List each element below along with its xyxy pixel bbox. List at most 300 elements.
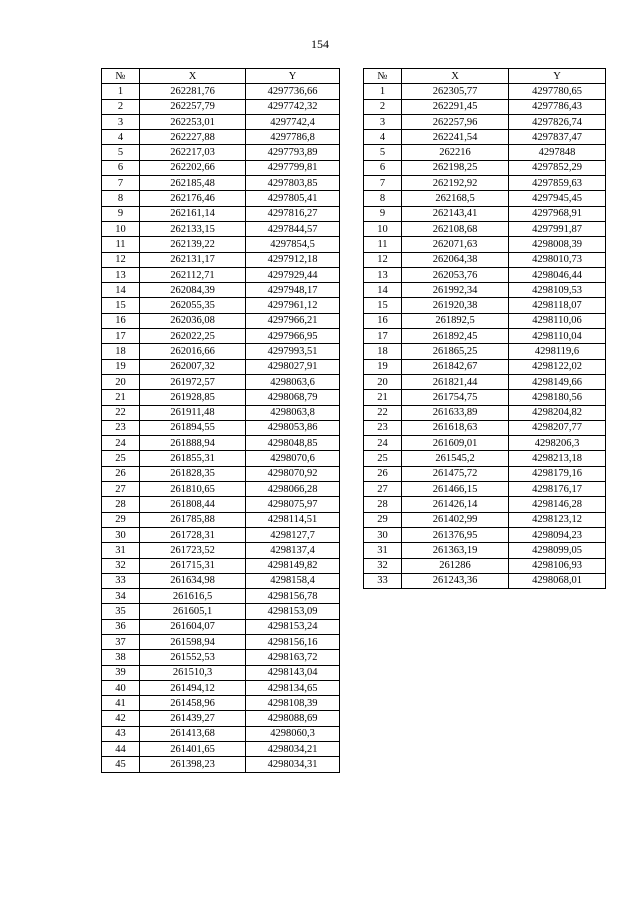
cell-x: 261402,99 [402,512,509,527]
cell-y: 4298156,78 [246,589,340,604]
table-header-row [102,69,340,84]
cell-x: 261911,48 [140,405,246,420]
cell-y: 4297780,65 [509,84,606,99]
coordinates-table-left [101,68,340,773]
cell-number: 22 [102,405,140,420]
cell-x: 261633,89 [402,405,509,420]
cell-x: 261892,5 [402,313,509,328]
cell-x: 262202,66 [140,160,246,175]
cell-y: 4298156,16 [246,634,340,649]
cell-y: 4298034,31 [246,757,340,772]
table-row [102,329,340,344]
cell-number: 20 [102,374,140,389]
cell-y: 4298110,06 [509,313,606,328]
cell-number: 42 [102,711,140,726]
cell-number: 33 [102,573,140,588]
cell-number: 7 [102,176,140,191]
cell-x: 261286 [402,558,509,573]
cell-x: 262241,54 [402,130,509,145]
cell-y: 4298146,28 [509,497,606,512]
cell-x: 261828,35 [140,466,246,481]
cell-y: 4298114,51 [246,512,340,527]
cell-number: 10 [102,221,140,236]
cell-x: 261842,67 [402,359,509,374]
cell-x: 261609,01 [402,436,509,451]
cell-number: 4 [364,130,402,145]
cell-number: 30 [102,527,140,542]
table-row [102,619,340,634]
table-row [102,313,340,328]
table-row [102,252,340,267]
cell-number: 36 [102,619,140,634]
cell-y: 4298158,4 [246,573,340,588]
cell-number: 22 [364,405,402,420]
cell-y: 4298179,16 [509,466,606,481]
table-header-row [364,69,606,84]
cell-y: 4297912,18 [246,252,340,267]
header-x: X [140,69,246,84]
table-row [102,237,340,252]
table-row [364,237,606,252]
cell-number: 1 [364,84,402,99]
cell-x: 261810,65 [140,482,246,497]
table-row [364,405,606,420]
cell-y: 4297826,74 [509,114,606,129]
cell-number: 13 [102,267,140,282]
cell-number: 2 [364,99,402,114]
cell-x: 261821,44 [402,374,509,389]
cell-x: 262291,45 [402,99,509,114]
cell-y: 4298099,05 [509,543,606,558]
cell-y: 4298153,24 [246,619,340,634]
cell-y: 4297786,8 [246,130,340,145]
cell-y: 4298094,23 [509,527,606,542]
cell-y: 4298119,6 [509,344,606,359]
table-row [364,267,606,282]
cell-y: 4298075,97 [246,497,340,512]
table-row [102,374,340,389]
cell-number: 2 [102,99,140,114]
cell-y: 4298204,82 [509,405,606,420]
cell-y: 4298010,73 [509,252,606,267]
cell-x: 261439,27 [140,711,246,726]
table-row [364,543,606,558]
page-number: 154 [311,37,329,51]
table-row [102,757,340,772]
cell-number: 18 [364,344,402,359]
table-row [364,313,606,328]
cell-x: 261892,45 [402,329,509,344]
cell-x: 261855,31 [140,451,246,466]
table-body-left [102,84,340,772]
cell-x: 262112,71 [140,267,246,282]
cell-y: 4298213,18 [509,451,606,466]
table-row [364,390,606,405]
cell-number: 20 [364,374,402,389]
cell-y: 4298060,3 [246,726,340,741]
header-number: № [102,69,140,84]
table-row [364,512,606,527]
cell-x: 261972,57 [140,374,246,389]
cell-number: 19 [102,359,140,374]
cell-x: 261510,3 [140,665,246,680]
table-row [102,558,340,573]
cell-x: 262161,14 [140,206,246,221]
coordinates-table-right [363,68,606,589]
cell-y: 4298046,44 [509,267,606,282]
cell-y: 4298153,09 [246,604,340,619]
cell-x: 262305,77 [402,84,509,99]
table-row [102,451,340,466]
cell-number: 17 [364,329,402,344]
cell-x: 261894,55 [140,420,246,435]
cell-number: 16 [364,313,402,328]
table-row [102,145,340,160]
cell-y: 4298206,3 [509,436,606,451]
cell-x: 261928,85 [140,390,246,405]
table-row [102,99,340,114]
cell-x: 261754,75 [402,390,509,405]
cell-y: 4297966,21 [246,313,340,328]
cell-x: 262084,39 [140,283,246,298]
cell-y: 4297859,63 [509,176,606,191]
cell-x: 261605,1 [140,604,246,619]
cell-y: 4298088,69 [246,711,340,726]
cell-number: 29 [364,512,402,527]
cell-y: 4297803,85 [246,176,340,191]
cell-number: 17 [102,329,140,344]
table-row [364,283,606,298]
cell-number: 8 [364,191,402,206]
cell-number: 41 [102,696,140,711]
table-row [102,344,340,359]
cell-x: 261604,07 [140,619,246,634]
cell-x: 261888,94 [140,436,246,451]
table-row [102,206,340,221]
cell-number: 44 [102,742,140,757]
table-row [102,176,340,191]
cell-number: 45 [102,757,140,772]
cell-y: 4298068,79 [246,390,340,405]
cell-number: 26 [364,466,402,481]
cell-number: 12 [102,252,140,267]
cell-x: 262139,22 [140,237,246,252]
cell-x: 261376,95 [402,527,509,542]
cell-number: 38 [102,650,140,665]
cell-x: 262143,41 [402,206,509,221]
cell-number: 5 [364,145,402,160]
header-number: № [364,69,402,84]
table-row [102,267,340,282]
table-row [364,573,606,588]
cell-x: 261494,12 [140,680,246,695]
cell-x: 262198,25 [402,160,509,175]
cell-x: 261992,34 [402,283,509,298]
cell-y: 4297852,29 [509,160,606,175]
table-row [102,283,340,298]
cell-y: 4297793,89 [246,145,340,160]
table-row [364,436,606,451]
table-row [102,405,340,420]
cell-y: 4298034,21 [246,742,340,757]
cell-number: 16 [102,313,140,328]
cell-y: 4297948,17 [246,283,340,298]
table-row [102,726,340,741]
cell-x: 262253,01 [140,114,246,129]
cell-x: 262257,79 [140,99,246,114]
cell-number: 6 [102,160,140,175]
cell-number: 18 [102,344,140,359]
cell-number: 3 [102,114,140,129]
table-row [364,558,606,573]
cell-y: 4297736,66 [246,84,340,99]
cell-y: 4297837,47 [509,130,606,145]
table-row [102,512,340,527]
cell-x: 262281,76 [140,84,246,99]
cell-y: 4297991,87 [509,221,606,236]
cell-x: 261545,2 [402,451,509,466]
table-row [102,527,340,542]
table-row [102,742,340,757]
table-row [102,436,340,451]
cell-x: 262053,76 [402,267,509,282]
cell-y: 4297816,27 [246,206,340,221]
cell-number: 27 [364,482,402,497]
cell-number: 43 [102,726,140,741]
cell-number: 30 [364,527,402,542]
table-row [364,221,606,236]
table-row [102,573,340,588]
cell-y: 4298110,04 [509,329,606,344]
cell-number: 39 [102,665,140,680]
cell-y: 4298063,6 [246,374,340,389]
table-row [364,329,606,344]
cell-y: 4298008,39 [509,237,606,252]
cell-y: 4297854,5 [246,237,340,252]
cell-y: 4297742,32 [246,99,340,114]
cell-x: 262133,15 [140,221,246,236]
cell-y: 4298122,02 [509,359,606,374]
table-row [102,466,340,481]
cell-x: 261466,15 [402,482,509,497]
cell-number: 35 [102,604,140,619]
table-row [364,482,606,497]
cell-y: 4297805,41 [246,191,340,206]
table-body-right [364,84,606,589]
cell-y: 4298108,39 [246,696,340,711]
table-row [102,191,340,206]
cell-number: 19 [364,359,402,374]
cell-y: 4298068,01 [509,573,606,588]
table-row [102,650,340,665]
cell-x: 262055,35 [140,298,246,313]
cell-y: 4298149,82 [246,558,340,573]
table-row [364,145,606,160]
cell-x: 261552,53 [140,650,246,665]
cell-x: 261618,63 [402,420,509,435]
cell-number: 24 [364,436,402,451]
cell-y: 4298070,92 [246,466,340,481]
table-row [102,221,340,236]
cell-x: 261723,52 [140,543,246,558]
table-row [364,298,606,313]
cell-number: 8 [102,191,140,206]
table-row [102,359,340,374]
cell-x: 261728,31 [140,527,246,542]
cell-x: 261616,5 [140,589,246,604]
cell-y: 4298134,65 [246,680,340,695]
cell-y: 4298063,8 [246,405,340,420]
cell-number: 23 [102,420,140,435]
cell-y: 4298149,66 [509,374,606,389]
cell-x: 262108,68 [402,221,509,236]
cell-x: 261413,68 [140,726,246,741]
cell-y: 4298137,4 [246,543,340,558]
table-row [364,84,606,99]
table-row [102,482,340,497]
cell-x: 262016,66 [140,344,246,359]
cell-y: 4297929,44 [246,267,340,282]
cell-x: 262036,08 [140,313,246,328]
cell-x: 261785,88 [140,512,246,527]
cell-y: 4298109,53 [509,283,606,298]
header-y: Y [246,69,340,84]
table-row [102,696,340,711]
cell-number: 24 [102,436,140,451]
table-row [102,298,340,313]
cell-number: 32 [102,558,140,573]
table-row [364,252,606,267]
cell-number: 21 [102,390,140,405]
cell-y: 4298207,77 [509,420,606,435]
cell-x: 261634,98 [140,573,246,588]
cell-y: 4297848 [509,145,606,160]
cell-number: 37 [102,634,140,649]
cell-x: 262071,63 [402,237,509,252]
cell-x: 262176,46 [140,191,246,206]
table-row [364,344,606,359]
cell-number: 34 [102,589,140,604]
cell-number: 1 [102,84,140,99]
cell-y: 4298106,93 [509,558,606,573]
cell-y: 4297966,95 [246,329,340,344]
cell-y: 4298127,7 [246,527,340,542]
cell-y: 4297945,45 [509,191,606,206]
cell-number: 31 [364,543,402,558]
cell-x: 262216 [402,145,509,160]
cell-number: 25 [364,451,402,466]
cell-number: 26 [102,466,140,481]
table-row [364,359,606,374]
cell-x: 262257,96 [402,114,509,129]
cell-number: 11 [364,237,402,252]
cell-number: 31 [102,543,140,558]
cell-x: 262192,92 [402,176,509,191]
cell-x: 261401,65 [140,742,246,757]
cell-number: 7 [364,176,402,191]
cell-x: 261363,19 [402,543,509,558]
cell-number: 25 [102,451,140,466]
table-row [364,99,606,114]
cell-number: 15 [364,298,402,313]
cell-x: 262131,17 [140,252,246,267]
cell-x: 262007,32 [140,359,246,374]
cell-y: 4297799,81 [246,160,340,175]
table-row [102,589,340,604]
cell-x: 261458,96 [140,696,246,711]
cell-number: 11 [102,237,140,252]
cell-number: 40 [102,680,140,695]
cell-number: 29 [102,512,140,527]
table-row [364,466,606,481]
cell-y: 4298180,56 [509,390,606,405]
cell-number: 28 [364,497,402,512]
cell-number: 9 [364,206,402,221]
cell-x: 262064,38 [402,252,509,267]
table-row [364,451,606,466]
cell-x: 261243,36 [402,573,509,588]
table-row [364,114,606,129]
table-row [364,420,606,435]
cell-y: 4298053,86 [246,420,340,435]
cell-number: 27 [102,482,140,497]
cell-number: 6 [364,160,402,175]
cell-y: 4298048,85 [246,436,340,451]
cell-number: 28 [102,497,140,512]
cell-y: 4298176,17 [509,482,606,497]
cell-number: 15 [102,298,140,313]
table-row [102,420,340,435]
cell-y: 4297968,91 [509,206,606,221]
cell-number: 14 [102,283,140,298]
table-row [102,114,340,129]
cell-x: 262217,03 [140,145,246,160]
cell-y: 4298066,28 [246,482,340,497]
header-x: X [402,69,509,84]
table-row [102,634,340,649]
cell-x: 261865,25 [402,344,509,359]
table-row [102,604,340,619]
table-row [102,680,340,695]
cell-x: 262168,5 [402,191,509,206]
table-row [364,527,606,542]
table-row [364,374,606,389]
table-row [364,206,606,221]
cell-x: 261715,31 [140,558,246,573]
cell-y: 4298123,12 [509,512,606,527]
cell-y: 4297844,57 [246,221,340,236]
table-row [102,390,340,405]
cell-number: 32 [364,558,402,573]
cell-x: 261475,72 [402,466,509,481]
cell-x: 261426,14 [402,497,509,512]
cell-number: 5 [102,145,140,160]
table-row [364,497,606,512]
table-row [102,543,340,558]
cell-x: 261920,38 [402,298,509,313]
cell-number: 4 [102,130,140,145]
cell-number: 13 [364,267,402,282]
table-row [364,160,606,175]
cell-x: 262185,48 [140,176,246,191]
cell-number: 3 [364,114,402,129]
table-row [102,84,340,99]
cell-y: 4298118,07 [509,298,606,313]
cell-number: 9 [102,206,140,221]
cell-number: 23 [364,420,402,435]
cell-y: 4298143,04 [246,665,340,680]
cell-number: 14 [364,283,402,298]
